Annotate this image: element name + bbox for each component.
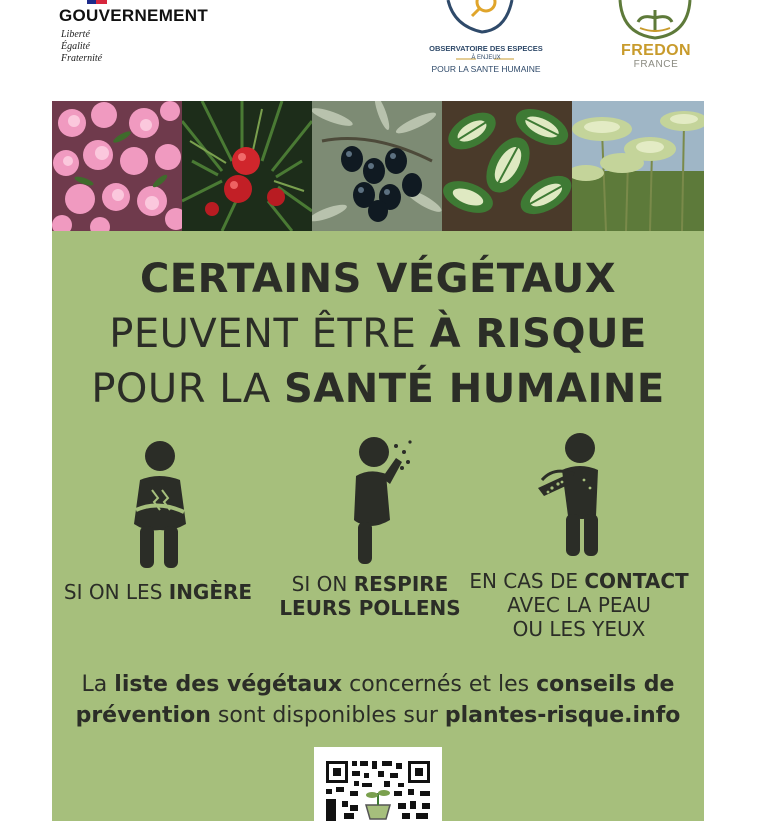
poster [52, 101, 704, 821]
inhalation-sneeze-icon [346, 436, 414, 564]
observatory-line2: À ENJEUX [471, 55, 501, 61]
caption-contact-line3: OU LES YEUX [512, 617, 646, 641]
caption-inhalation-line2: LEURS POLLENS [279, 596, 461, 620]
motto-egalite: Égalité [61, 41, 90, 52]
info-website-link[interactable]: plantes-risque.info [444, 703, 681, 728]
headline-line3 [52, 365, 704, 413]
info-bold-list: liste des végétaux [114, 672, 343, 697]
caption-ingestion [52, 580, 266, 604]
oleander-photo [52, 101, 182, 231]
caption-contact-line1 [454, 569, 704, 593]
observatory-line1: OBSERVATOIRE DES ESPECES [429, 44, 543, 53]
motto-liberte: Liberté [61, 29, 90, 40]
observatory-line3: POUR LA SANTE HUMAINE [431, 64, 541, 74]
qr-code[interactable] [314, 747, 442, 821]
caption-inhalation-bold: RESPIRE [353, 572, 449, 596]
info-line2 [52, 700, 704, 731]
info-regular-1: La [81, 672, 115, 697]
french-flag-icon [59, 0, 109, 4]
olive-photo [312, 101, 442, 231]
giant-hogweed-photo [572, 101, 704, 231]
caption-ingestion-bold: INGÈRE [168, 580, 253, 604]
info-bold-advice: conseils de [536, 672, 675, 697]
info-regular-3: sont disponibles sur [210, 703, 445, 728]
headline-line3-bold: SANTÉ HUMAINE [283, 366, 665, 412]
caption-contact-regular: EN CAS DE [469, 569, 585, 593]
headline-line1: CERTAINS VÉGÉTAUX [139, 256, 617, 302]
caption-inhalation-regular: SI ON [291, 572, 354, 596]
fredon-name: FREDON [621, 42, 691, 59]
motto-fraternite: Fraternité [61, 53, 103, 64]
info-line1 [52, 669, 704, 700]
ingestion-stomach-pain-icon [128, 440, 190, 568]
skin-contact-rash-icon [534, 432, 606, 556]
headline-line3-regular: POUR LA [91, 366, 284, 412]
caption-contact-line2: AVEC LA PEAU [507, 593, 651, 617]
info-regular-2: concernés et les [342, 672, 537, 697]
info-bold-prevention: prévention [75, 703, 211, 728]
caption-ingestion-regular: SI ON LES [63, 580, 169, 604]
fredon-country: FRANCE [633, 59, 679, 70]
dieffenbachia-photo [442, 101, 572, 231]
headline-line2 [52, 310, 704, 358]
government-title: GOUVERNEMENT [59, 6, 209, 25]
yew-photo [182, 101, 312, 231]
caption-contact-bold: CONTACT [584, 569, 689, 593]
caption-inhalation-line1 [264, 572, 476, 596]
headline-line2-bold: À RISQUE [429, 311, 647, 357]
headline-line2-regular: PEUVENT ÊTRE [109, 311, 430, 357]
